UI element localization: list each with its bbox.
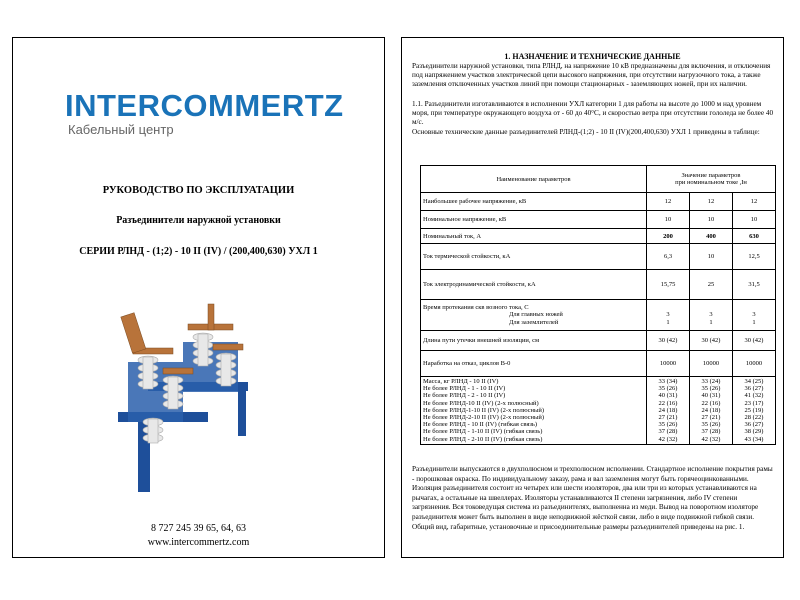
mass-cell: Не более РЛНД-2-10 II (IV) (2-х полюсный) <box>423 414 545 422</box>
mass-cell: 24 (18) <box>701 406 721 414</box>
mass-cell: Не более РЛНД-1-10 II (IV) (2-х полюсный) <box>423 406 545 414</box>
paragraph-table-intro: Основные технические данные разъединителей РЛНД-(1;2) - 10 II (IV)(200,400,630) УХЛ 1 приведены в таблице: <box>412 128 760 136</box>
header-values: Значение параметров при номинальном токе ,Iн <box>647 166 776 193</box>
copper-blade <box>213 344 243 350</box>
mass-cell: Не более РЛНД - 2-10 II (IV) (гибкая связь) <box>423 435 543 443</box>
closing-paragraph: Разъединители выпускаются в двухполюсном и трехполюсном исполнении. Стандартное исполнение покрытия рамы - порошковая окраска. По индивидуальному заказу, рама и вал заземления могут быть горячеоцинкованными. Изоляция разъединителя состоит из четырех или шести изоляторов, два или три из которых устанавливаются на рычагах, а остальные на швеллерах. Изоляторы устанавливаются II степени загрязнения, либо IV степени загрязнения. Вся токоведущая система из разъединителях, выполненна из меди. Вывод на поворотном изоляторе разъединителя может быть выполнен в виде неподвижной жёсткой связи, либо в виде подвижной гибкой связи. Общий вид, габаритные, установочные и присоединительные размеры разъединителей приведены на рис. 1. <box>412 465 773 531</box>
mass-cell: 28 (22) <box>744 414 764 422</box>
manual-title: РУКОВОДСТВО ПО ЭКСПЛУАТАЦИИ <box>102 185 295 196</box>
table-row: Номинальное напряжение, кВ 10 10 10 <box>421 211 776 229</box>
spec-page <box>401 37 784 558</box>
contact-phone: 8 727 245 39 65, 64, 63 <box>151 523 246 534</box>
table-row: Ток термической стойкости, кА 6,3 10 12,5 <box>421 244 776 270</box>
mass-cell: 33 (24) <box>701 378 721 385</box>
series-line: СЕРИИ РЛНД - (1;2) - 10 II (IV) / (200,400,630) УХЛ 1 <box>79 246 318 257</box>
intro-paragraph: Разъединители наружной установки, типа РЛНД, на напряжение 10 кВ предназначены для включения, и отключения под напряжением участков электрической цепи высокого напряжения, при отсутствии нагрузочного тока, а также заземления отключенных участков линий при помощи стационарных - заземляющих ножей, при их наличии. <box>412 62 771 89</box>
paragraph-1-1: 1.1. Разъединители изготавливаются в исполнении УХЛ категории 1 для работы на высоте до 1000 м над уровнем моря, при температуре окружающего воздуха от - 60 до 40°С, и скоростью ветра при отсутствии гололеда не более 40 м/с. <box>412 100 774 127</box>
table-row: Номинальный ток, А 200 400 630 <box>421 229 776 244</box>
mass-cell: 24 (18) <box>658 406 678 414</box>
table-row-time: Время протекания скв возного тока, С Для главных ножей Для заземлителей 3 1 3 1 3 1 <box>421 300 776 331</box>
mass-cell: Не более РЛНД-10 II (IV) (2-х полюсный) <box>423 399 539 407</box>
mass-cell: 33 (34) <box>658 378 678 385</box>
mass-cell: 41 (32) <box>744 392 764 400</box>
mass-cell: 22 (16) <box>701 399 721 407</box>
mass-cell: 36 (27) <box>744 385 764 393</box>
mass-cell: 42 (32) <box>701 435 721 443</box>
mass-labels <box>421 377 647 445</box>
mass-cell: 35 (26) <box>658 385 678 393</box>
mass-cell: 38 (29) <box>744 428 764 436</box>
company-tagline: Кабельный центр <box>68 122 174 137</box>
mass-cell: 43 (34) <box>744 435 764 443</box>
section-heading: 1. НАЗНАЧЕНИЕ И ТЕХНИЧЕСКИЕ ДАННЫЕ <box>504 52 681 61</box>
mass-cell: 23 (17) <box>744 399 764 407</box>
mass-cell: 36 (27) <box>744 421 764 429</box>
mass-col-3 <box>733 377 776 445</box>
mass-cell: Масса, кг РЛНД - 10 II (IV) <box>423 378 499 385</box>
cover-page <box>12 37 385 558</box>
table-row: Ток электродинамической стойкости, кА 15,75 25 31,5 <box>421 270 776 300</box>
mass-col-2 <box>690 377 733 445</box>
mass-cell: 35 (26) <box>658 421 678 429</box>
mass-cell: 35 (26) <box>701 385 721 393</box>
table-row: Наработка на отказ, циклов В-0 10000 10000 10000 <box>421 351 776 377</box>
table-header-row <box>421 166 776 193</box>
spec-table <box>420 165 776 445</box>
mass-cell: Не более РЛНД - 1 - 10 II (IV) <box>423 385 506 393</box>
mass-cell: Не более РЛНД - 2 - 10 II (IV) <box>423 392 506 400</box>
mass-cell: 40 (31) <box>658 392 678 400</box>
mass-cell: 27 (21) <box>701 414 721 422</box>
mass-col-1 <box>647 377 690 445</box>
mass-cell: 40 (31) <box>701 392 721 400</box>
mass-cell: 42 (32) <box>658 435 678 443</box>
copper-arm <box>121 313 146 353</box>
mass-cell: 27 (21) <box>658 414 678 422</box>
table-row: Длина пути утечки внешней изоляции, см 30 (42) 30 (42) 30 (42) <box>421 331 776 351</box>
company-logo: INTERCOMMERTZ <box>65 88 344 123</box>
mass-cell: 25 (19) <box>744 406 764 414</box>
disconnector-photo <box>108 302 258 492</box>
mass-cell: Не более РЛНД - 10 II (IV) (гибкая связь) <box>423 421 538 429</box>
mass-cell: 34 (25) <box>744 378 764 385</box>
insulator <box>143 418 163 443</box>
mass-cell: 35 (26) <box>701 421 721 429</box>
table-row-mass <box>421 377 776 445</box>
frame-leg <box>238 391 246 436</box>
table-row: Наибольшее рабочее напряжение, кВ 12 12 12 <box>421 193 776 211</box>
mass-cell: 37 (28) <box>658 428 678 436</box>
copper-blade <box>163 368 193 374</box>
contact-website: www.intercommertz.com <box>147 537 250 548</box>
mass-cell: 22 (16) <box>658 399 678 407</box>
mass-cell: 37 (28) <box>701 428 721 436</box>
manual-subtitle: Разъединители наружной установки <box>116 215 281 226</box>
header-name: Наименование параметров <box>421 166 647 193</box>
mass-cell: Не более РЛНД - 1-10 II (IV) (гибкая связь) <box>423 428 543 436</box>
copper-arm <box>208 304 214 330</box>
